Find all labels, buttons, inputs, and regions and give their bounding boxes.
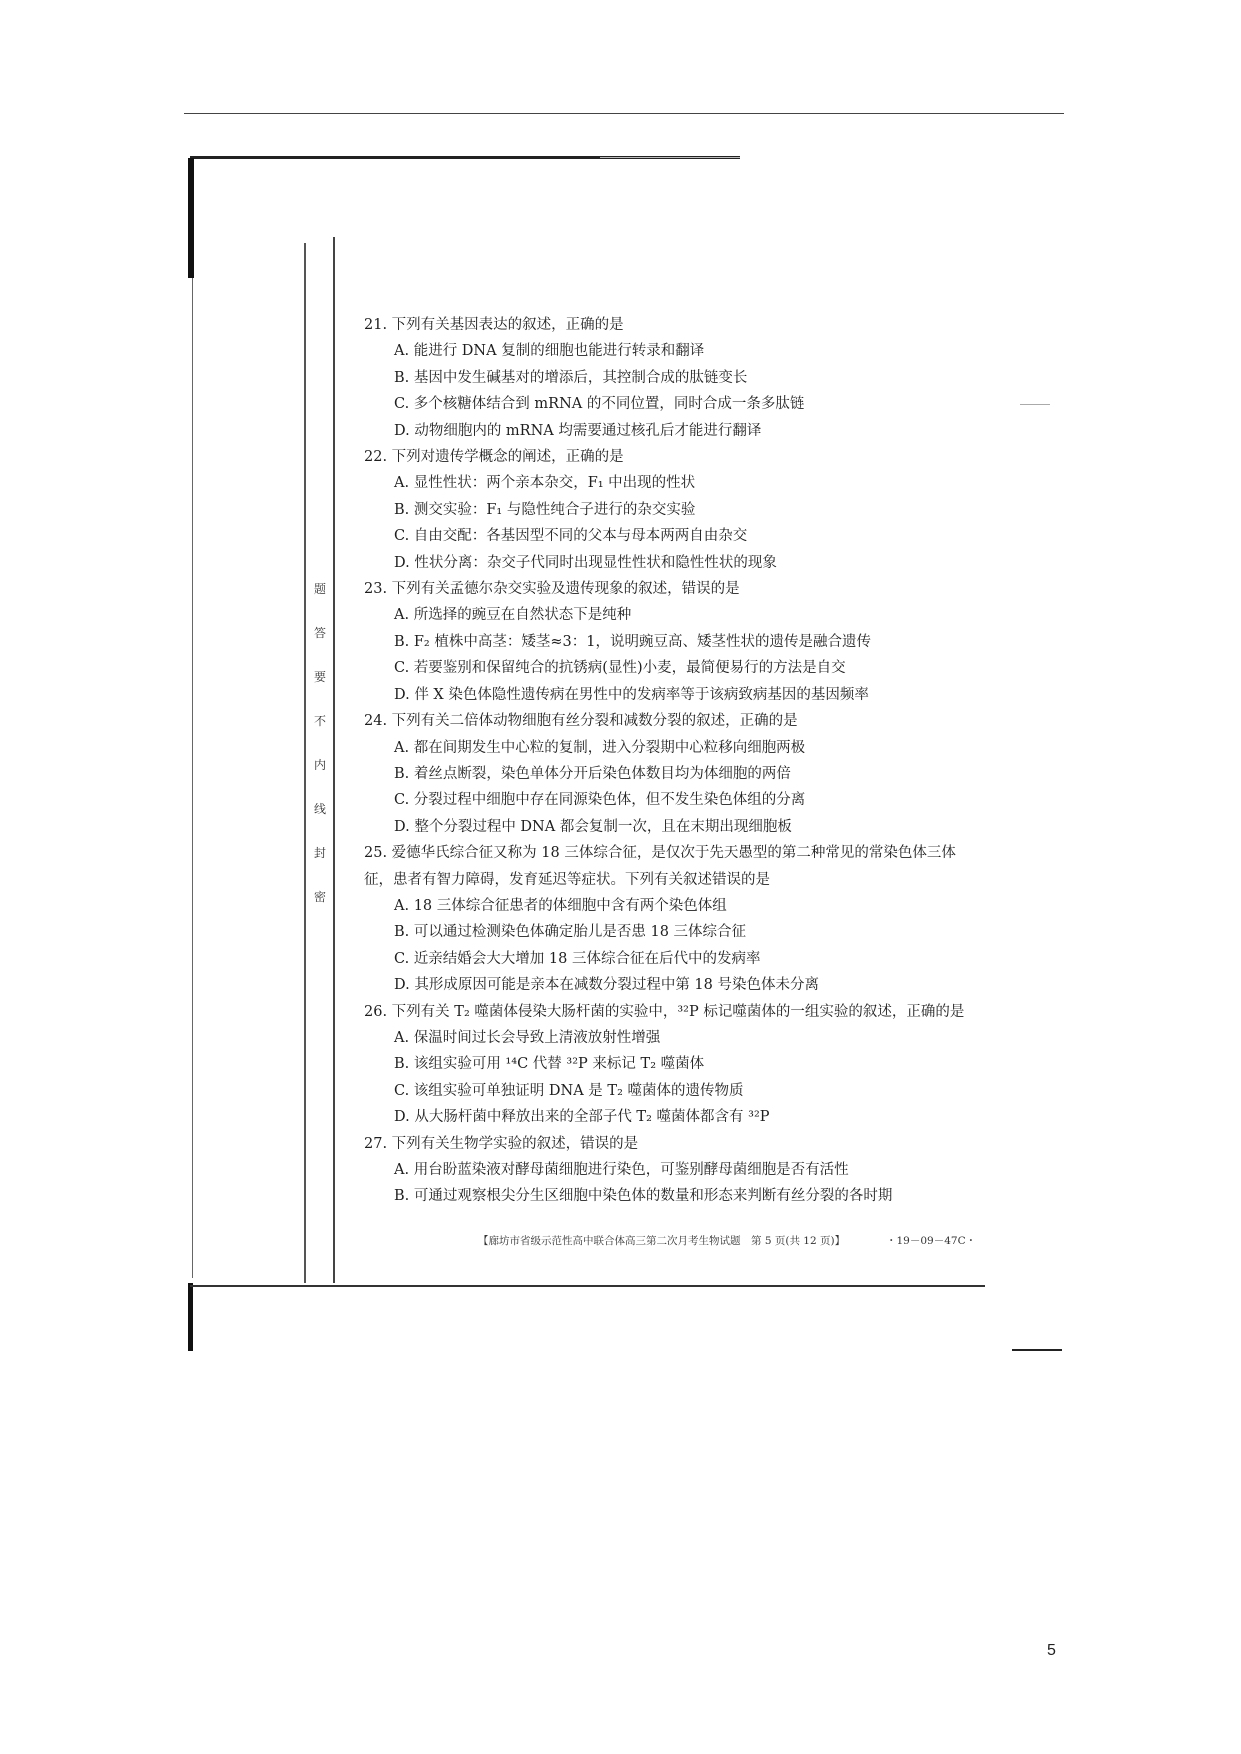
option-d: D. 从大肠杆菌中释放出来的全部子代 T₂ 噬菌体都含有 ³²P	[394, 1109, 770, 1126]
question-26	[364, 999, 984, 1131]
scan-border-bottom	[190, 1285, 985, 1287]
scan-border-left-thick	[188, 158, 194, 278]
option-b: B. 可以通过检测染色体确定胎儿是否患 18 三体综合征	[394, 924, 747, 941]
option-b: B. 该组实验可用 ¹⁴C 代替 ³²P 来标记 T₂ 噬菌体	[394, 1056, 705, 1073]
option-c: C. 近亲结婚会大大增加 18 三体综合征在后代中的发病率	[394, 950, 761, 967]
option-c: C. 分裂过程中细胞中存在同源染色体，但不发生染色体组的分离	[394, 792, 806, 809]
question-21	[364, 312, 984, 444]
exam-code: ・19－09－47C・	[886, 1235, 977, 1247]
scan-artifact-rule	[1012, 1349, 1062, 1351]
margin-char: 题	[313, 582, 326, 596]
scan-artifact-dash	[1020, 404, 1050, 405]
option-a: A. 所选择的豌豆在自然状态下是纯种	[394, 607, 632, 624]
option-c: C. 多个核糖体结合到 mRNA 的不同位置，同时合成一条多肽链	[394, 396, 805, 413]
margin-char: 线	[313, 802, 326, 816]
option-c: C. 该组实验可单独证明 DNA 是 T₂ 噬菌体的遗传物质	[394, 1082, 744, 1099]
question-stem: 27. 下列有关生物学实验的叙述，错误的是	[364, 1135, 639, 1152]
option-b: B. 可通过观察根尖分生区细胞中染色体的数量和形态来判断有丝分裂的各时期	[394, 1188, 893, 1205]
binding-margin-line-inner	[333, 237, 335, 1283]
margin-char: 不	[313, 714, 326, 728]
question-stem: 23. 下列有关孟德尔杂交实验及遗传现象的叙述，错误的是	[364, 581, 740, 598]
margin-char: 密	[313, 890, 326, 904]
margin-char: 内	[313, 758, 326, 772]
binding-margin-line-outer	[304, 243, 306, 1283]
question-24	[364, 708, 984, 840]
option-d: D. 动物细胞内的 mRNA 均需要通过核孔后才能进行翻译	[394, 422, 762, 439]
question-stem: 25. 爱德华氏综合征又称为 18 三体综合征，是仅次于先天愚型的第二种常见的常染色体三体征，患者有智力障碍，发育延迟等症状。下列有关叙述错误的是	[364, 845, 956, 888]
option-b: B. 测交实验：F₁ 与隐性纯合子进行的杂交实验	[394, 501, 696, 518]
option-a: A. 能进行 DNA 复制的细胞也能进行转录和翻译	[394, 343, 705, 360]
option-a: A. 18 三体综合征患者的体细胞中含有两个染色体组	[394, 897, 727, 914]
option-a: A. 用台盼蓝染液对酵母菌细胞进行染色，可鉴别酵母菌细胞是否有活性	[394, 1162, 849, 1178]
exam-footer: 【廊坊市省级示范性高中联合体高三第二次月考生物试题 第 5 页(共 12 页)】	[478, 1235, 846, 1247]
scan-border-top-faint	[600, 157, 740, 158]
scan-border-left-bottom	[188, 1283, 193, 1351]
scan-border-left-thin	[192, 278, 193, 1278]
option-c: C. 若要鉴别和保留纯合的抗锈病(显性)小麦，最简便易行的方法是自交	[394, 660, 846, 677]
option-a: A. 都在间期发生中心粒的复制，进入分裂期中心粒移向细胞两极	[394, 739, 806, 756]
question-23	[364, 576, 984, 708]
question-27	[364, 1131, 984, 1210]
option-a: A. 保温时间过长会导致上清液放射性增强	[394, 1029, 661, 1046]
question-stem: 22. 下列对遗传学概念的阐述，正确的是	[364, 449, 624, 466]
option-d: D. 整个分裂过程中 DNA 都会复制一次，且在末期出现细胞板	[394, 818, 792, 835]
question-22	[364, 444, 984, 576]
page-number: 5	[1047, 1642, 1056, 1659]
margin-char: 要	[313, 670, 326, 684]
option-b: B. 基因中发生碱基对的增添后，其控制合成的肽链变长	[394, 369, 748, 386]
option-a: A. 显性性状：两个亲本杂交，F₁ 中出现的性状	[394, 475, 696, 492]
option-d: D. 伴 X 染色体隐性遗传病在男性中的发病率等于该病致病基因的基因频率	[394, 686, 869, 703]
option-d: D. 性状分离：杂交子代同时出现显性性状和隐性性状的现象	[394, 554, 777, 571]
header-rule	[184, 113, 1064, 114]
option-c: C. 自由交配：各基因型不同的父本与母本两两自由杂交	[394, 528, 748, 545]
option-d: D. 其形成原因可能是亲本在减数分裂过程中第 18 号染色体未分离	[394, 977, 819, 994]
margin-char: 答	[313, 626, 326, 640]
question-25	[364, 840, 984, 998]
binding-margin-text	[308, 580, 332, 932]
question-list	[364, 312, 984, 1210]
question-stem: 24. 下列有关二倍体动物细胞有丝分裂和减数分裂的叙述，正确的是	[364, 713, 798, 730]
margin-char: 封	[313, 846, 326, 860]
question-stem: 26. 下列有关 T₂ 噬菌体侵染大肠杆菌的实验中，³²P 标记噬菌体的一组实验的叙述，正确的是	[364, 1003, 965, 1020]
question-stem: 21. 下列有关基因表达的叙述，正确的是	[364, 317, 624, 333]
option-b: B. F₂ 植株中高茎：矮茎≈3：1，说明豌豆高、矮茎性状的遗传是融合遗传	[394, 633, 871, 650]
option-b: B. 着丝点断裂，染色单体分开后染色体数目均为体细胞的两倍	[394, 765, 791, 782]
